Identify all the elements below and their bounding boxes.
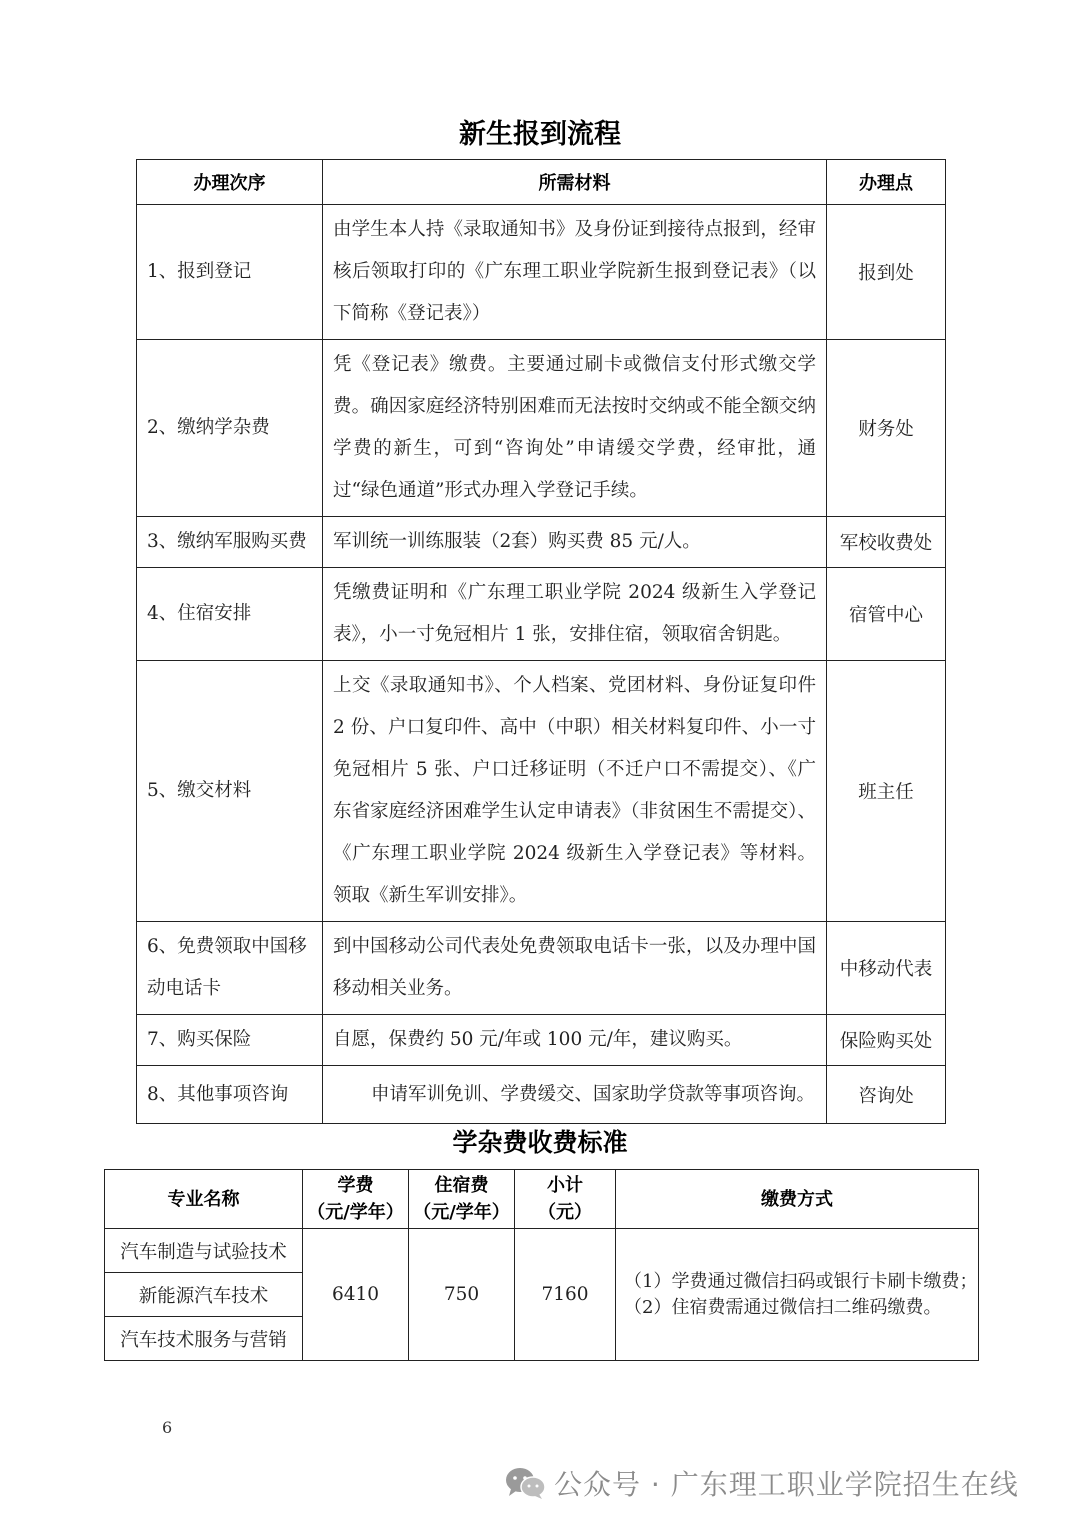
header-dorm-line2: （元/学年） — [413, 1202, 510, 1223]
major-cell: 汽车技术服务与营销 — [105, 1317, 303, 1361]
footer-text: 公众号 · 广东理工职业学院招生在线 — [554, 1468, 1019, 1501]
wechat-icon — [504, 1465, 546, 1501]
step-cell: 5、缴交材料 — [137, 661, 323, 922]
place-cell: 军校收费处 — [827, 517, 946, 568]
header-major: 专业名称 — [105, 1170, 303, 1229]
step-cell: 2、缴纳学杂费 — [137, 340, 323, 517]
table-row — [137, 568, 946, 661]
dorm-cell: 750 — [409, 1229, 515, 1361]
major-cell: 汽车制造与试验技术 — [105, 1229, 303, 1273]
table-header-row — [105, 1170, 979, 1229]
page-number: 6 — [162, 1418, 173, 1437]
materials-cell: 申请军训免训、学费缓交、国家助学贷款等事项咨询。 — [323, 1066, 827, 1124]
table-row — [137, 661, 946, 922]
place-cell: 报到处 — [827, 205, 946, 340]
table-row — [137, 1015, 946, 1066]
payment-line2: （2）住宿费需通过微信扫二维码缴费。 — [624, 1296, 942, 1318]
table-row — [137, 922, 946, 1015]
major-cell: 新能源汽车技术 — [105, 1273, 303, 1317]
place-cell: 班主任 — [827, 661, 946, 922]
step-cell: 7、购买保险 — [137, 1015, 323, 1066]
step-cell: 3、缴纳军服购买费 — [137, 517, 323, 568]
place-cell: 财务处 — [827, 340, 946, 517]
materials-cell: 由学生本人持《录取通知书》及身份证到接待点报到，经审核后领取打印的《广东理工职业学院新生报到登记表》（以下简称《登记表》） — [323, 205, 827, 340]
process-title: 新生报到流程 — [459, 119, 621, 150]
fees-title: 学杂费收费标准 — [452, 1128, 628, 1157]
table-row — [137, 1066, 946, 1124]
header-subtotal-line1: 小计 — [547, 1175, 583, 1196]
footer-watermark — [504, 1460, 1019, 1506]
header-subtotal-line2: （元） — [538, 1202, 592, 1223]
place-cell: 宿管中心 — [827, 568, 946, 661]
step-cell: 8、其他事项咨询 — [137, 1066, 323, 1124]
header-subtotal — [515, 1170, 616, 1229]
payment-cell — [616, 1229, 979, 1361]
header-dorm — [409, 1170, 515, 1229]
subtotal-cell: 7160 — [515, 1229, 616, 1361]
materials-cell: 凭《登记表》缴费。主要通过刷卡或微信支付形式缴交学费。确因家庭经济特别困难而无法按时交纳或不能全额交纳学费的新生，可到“咨询处”申请缓交学费，经审批，通过“绿色通道”形式办理入学登记手续。 — [323, 340, 827, 517]
tuition-cell: 6410 — [303, 1229, 409, 1361]
payment-line1: （1）学费通过微信扫码或银行卡刷卡缴费； — [624, 1270, 978, 1292]
fee-standard-table — [104, 1169, 979, 1361]
place-cell: 咨询处 — [827, 1066, 946, 1124]
header-dorm-line1: 住宿费 — [434, 1175, 489, 1196]
header-step: 办理次序 — [137, 160, 323, 205]
header-tuition-line2: （元/学年） — [307, 1202, 404, 1223]
materials-cell: 上交《录取通知书》、个人档案、党团材料、身份证复印件 2 份、户口复印件、高中（中职）相关材料复印件、小一寸免冠相片 5 张、户口迁移证明（不迁户口不需提交）、《广东省家庭经济困难学生认定申请表》（非贫困生不需提交）、《广东理工职业学院 2024 级新生入学登记表》等材料。领取《新生军训安排》。 — [323, 661, 827, 922]
table-row — [137, 340, 946, 517]
table-row — [137, 517, 946, 568]
header-tuition — [303, 1170, 409, 1229]
table-header-row — [137, 160, 946, 205]
header-payment: 缴费方式 — [616, 1170, 979, 1229]
place-cell: 保险购买处 — [827, 1015, 946, 1066]
registration-process-table — [136, 159, 946, 1124]
materials-cell: 凭缴费证明和《广东理工职业学院 2024 级新生入学登记表》，小一寸免冠相片 1 张，安排住宿，领取宿舍钥匙。 — [323, 568, 827, 661]
header-tuition-line1: 学费 — [337, 1175, 374, 1196]
table-row — [137, 205, 946, 340]
step-cell: 1、报到登记 — [137, 205, 323, 340]
materials-cell: 到中国移动公司代表处免费领取电话卡一张，以及办理中国移动相关业务。 — [323, 922, 827, 1015]
step-cell: 4、住宿安排 — [137, 568, 323, 661]
table-row — [105, 1229, 979, 1273]
place-cell: 中移动代表 — [827, 922, 946, 1015]
materials-cell: 自愿，保费约 50 元/年或 100 元/年，建议购买。 — [323, 1015, 827, 1066]
step-cell: 6、免费领取中国移动电话卡 — [137, 922, 323, 1015]
header-materials: 所需材料 — [323, 160, 827, 205]
header-place: 办理点 — [827, 160, 946, 205]
materials-cell: 军训统一训练服装（2套）购买费 85 元/人。 — [323, 517, 827, 568]
